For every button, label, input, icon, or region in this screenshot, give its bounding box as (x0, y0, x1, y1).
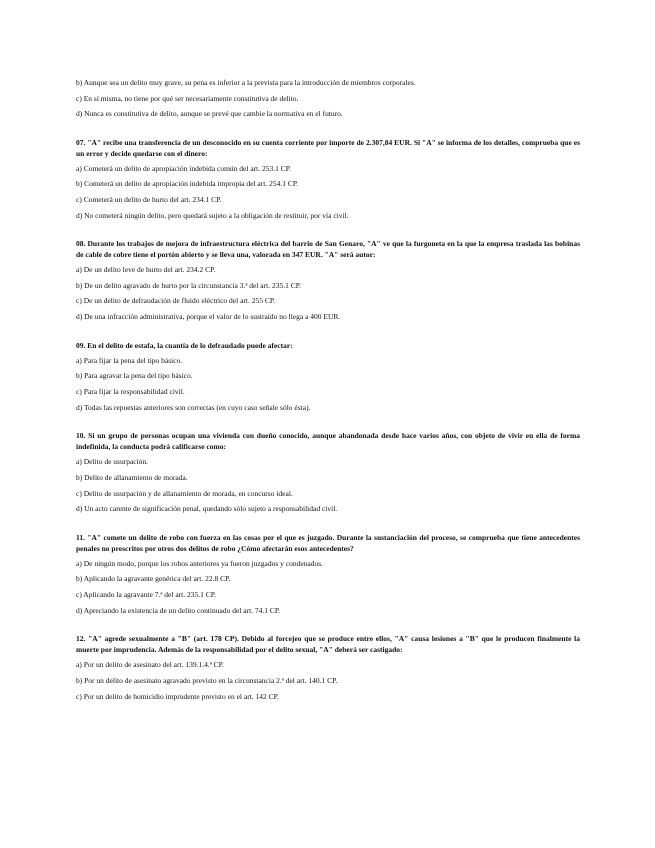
answer-option: b) Aunque sea un delito muy grave, su pena es inferior a la prevista para la introducción de miembros corporales. (76, 78, 416, 87)
answer-option: b) Delito de allanamiento de morada. (76, 472, 188, 482)
answer-option: c) Aplicando la agravante 7.ª del art. 235.1 CP. (76, 590, 216, 600)
answer-option: d) Todas las repuestas anteriores son correctas (en cuyo caso señale sólo ésta). (76, 402, 311, 412)
answer-option: a) De ningún modo, porque los robos anteriores ya fueron juzgados y condenados. (76, 558, 324, 568)
question-09 (76, 340, 580, 414)
answer-option: a) Para fijar la pena del tipo básico. (76, 355, 183, 365)
question-stem: 08. Durante los trabajos de mejora de infraestructura eléctrica del barrio de San Genaro, "A" ve que la furgoneta en la que la empresa traslada las bobinas de cable de cobre tiene el portón abierto y se lleva una, valorada en 347 EUR. "A" será autor: (76, 239, 580, 260)
answer-option: c) Para fijar la responsabilidad civil. (76, 387, 185, 396)
answer-option: c) De un delito de defraudación de fluido eléctrico del art. 255 CP. (76, 296, 276, 306)
intro-options (76, 78, 580, 120)
question-stem: 07. "A" recibe una transferencia de un desconocido en su cuenta corriente por importe de 2.307,84 EUR. Si "A" se informa de los detalles, comprueba que es un error y decide quedarse con el dinero: (76, 137, 580, 158)
answer-option: d) Nunca es constitutiva de delito, aunque se prevé que cambie la normativa en el futuro. (76, 109, 343, 118)
answer-option: b) De un delito agravado de hurto por la circunstancia 3.ª del art. 235.1 CP. (76, 280, 301, 290)
answer-option: a) Delito de usurpación. (76, 457, 149, 467)
question-07 (76, 137, 580, 222)
answer-option: d) Un acto carente de significación penal, quedando sólo sujeto a responsabilidad civil. (76, 504, 338, 514)
question-10 (76, 430, 580, 515)
answer-option: d) No cometerá ningún delito, pero quedará sujeto a la obligación de restituir, por vía civil. (76, 210, 349, 220)
answer-option: b) Para agravar la pena del tipo básico. (76, 371, 193, 381)
answer-option: b) Cometerá un delito de apropiación indebida impropia del art. 254.1 CP. (76, 179, 299, 189)
answer-option: a) De un delito leve de hurto del art. 234.2 CP. (76, 265, 216, 275)
answer-option: c) Por un delito de homicidio imprudente previsto en el art. 142 CP. (76, 691, 279, 701)
question-12 (76, 633, 580, 702)
answer-option: a) Por un delito de asesinato del art. 139.1.4.ª CP. (76, 660, 224, 670)
document-body (76, 78, 580, 707)
answer-option: c) Cometerá un delito de hurto del art. 234.1 CP. (76, 194, 222, 204)
answer-option: b) Aplicando la agravante genérica del art. 22.8 CP. (76, 574, 231, 584)
question-stem: 10. Si un grupo de personas ocupan una vivienda con dueño conocido, aunque abandonada desde hace varios años, con objeto de vivir en ella de forma indefinida, la conducta podrá calificarse como: (76, 431, 580, 452)
answer-option: a) Cometerá un delito de apropiación indebida común del art. 253.1 CP. (76, 163, 291, 173)
answer-option: b) Por un delito de asesinato agravado previsto en la circunstancia 2.ª del art. 140.1 CP. (76, 676, 338, 685)
question-stem: 11. "A" comete un delito de robo con fuerza en las cosas por el que es juzgado. Durante la sustanciación del proceso, se comprueba que tiene antecedentes penales no prescritos por otros dos delitos de robo ¿Cómo afectarán esos antecedentes? (76, 532, 580, 553)
answer-option: c) Delito de usurpación y de allanamiento de morada, en concurso ideal. (76, 488, 293, 498)
question-08 (76, 238, 580, 323)
answer-option: c) En sí misma, no tiene por qué ser necesariamente constitutiva de delito. (76, 93, 299, 103)
answer-option: d) De una infracción administrativa, porque el valor de lo sustraído no llega a 400 EUR. (76, 312, 341, 322)
answer-option: d) Apreciando la existencia de un delito continuado del art. 74.1 CP. (76, 605, 281, 615)
question-stem: 12. "A" agrede sexualmente a "B" (art. 178 CP). Debido al forcejeo que se produce entre ellos, "A" causa lesiones a "B" que le producen finalmente la muerte por imprudencia. Además de la responsabilidad por el delito sexual, "A" deberá ser castigado: (76, 634, 580, 655)
question-stem: 09. En el delito de estafa, la cuantía de lo defraudado puede afectar: (76, 340, 293, 350)
question-11 (76, 532, 580, 617)
